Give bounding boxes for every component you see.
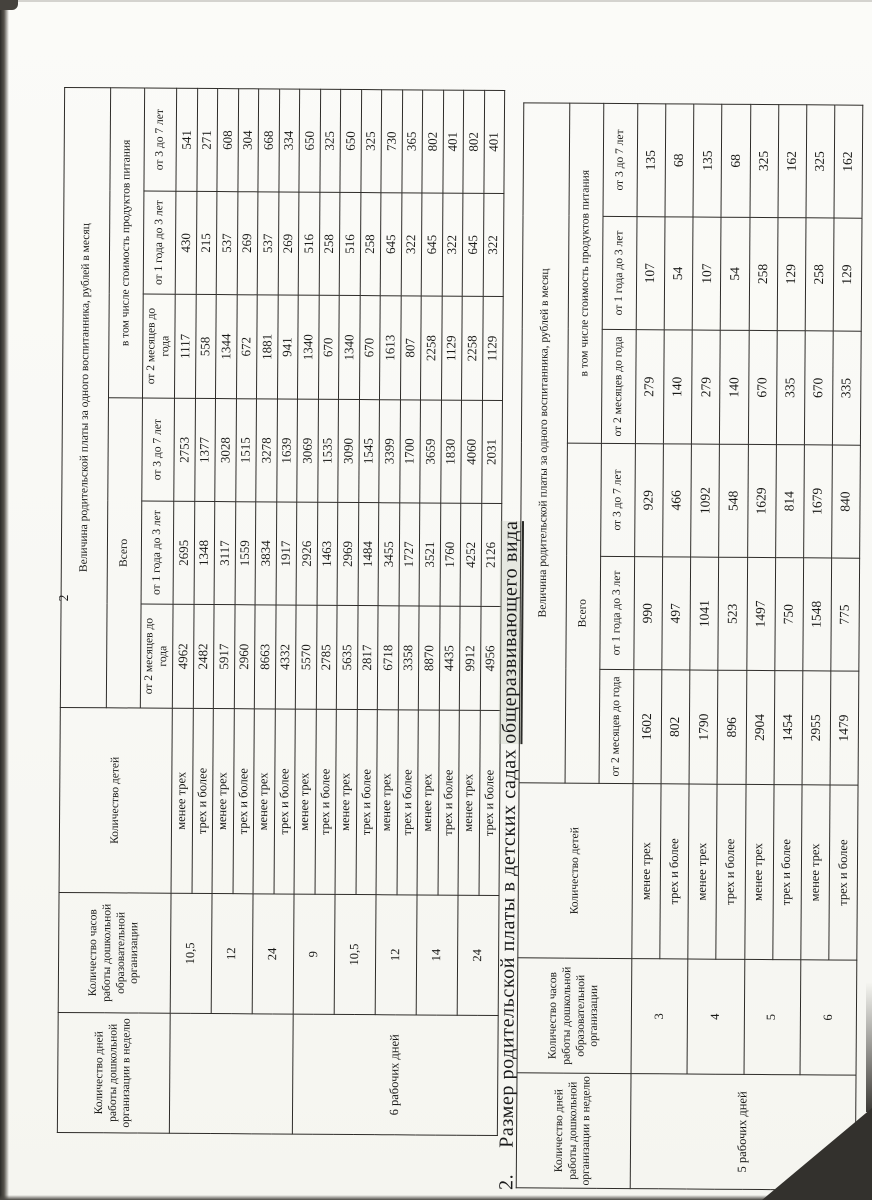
hours-cell: 4	[687, 959, 744, 1074]
fee-cell: 162	[778, 105, 807, 218]
fee-cell: 325	[360, 90, 381, 193]
fee-cell: 645	[380, 193, 401, 296]
fee-cell: 6718	[377, 606, 398, 710]
fee-cell: 162	[834, 105, 863, 218]
hours-cell: 10,5	[170, 893, 212, 1013]
days-cell-empty	[169, 1013, 293, 1134]
fee-cell: 1344	[215, 295, 236, 399]
children-cell: менее трех	[688, 784, 717, 959]
header-age-1-3: от 1 года до 3 лет	[141, 501, 174, 604]
fee-cell: 466	[663, 444, 692, 557]
fee-cell: 1629	[747, 444, 776, 557]
fee-cell: 558	[195, 294, 216, 398]
fee-cell: 814	[775, 445, 804, 558]
fee-cell: 4332	[275, 605, 296, 709]
fee-cell: 3358	[398, 606, 419, 710]
scan-edge-right	[866, 982, 872, 1112]
fee-cell: 1340	[297, 295, 318, 399]
fee-cell: 54	[664, 217, 693, 330]
hours-cell: 24	[457, 895, 499, 1015]
fee-cell: 3090	[338, 399, 359, 502]
fee-cell: 322	[442, 193, 463, 296]
hours-cell: 14	[416, 895, 458, 1015]
fee-cell: 645	[462, 193, 483, 296]
fee-cell: 523	[718, 557, 747, 670]
scan-edge-left	[0, 0, 9, 1200]
fee-cell: 325	[319, 89, 340, 192]
section-title-highlight: общеразвивающего вида	[498, 520, 523, 744]
fee-cell: 3028	[215, 399, 236, 502]
fee-cell: 135	[637, 104, 666, 217]
header-age-0-1: от 2 месяцев до года	[140, 604, 173, 708]
fee-cell: 2695	[173, 501, 194, 604]
fee-cell: 537	[216, 192, 237, 295]
fee-cell: 269	[237, 192, 258, 295]
fee-cell: 2817	[357, 606, 378, 710]
fee-cell: 335	[832, 331, 861, 445]
fee-cell: 2753	[174, 398, 195, 501]
header-children-count: Количество детей	[518, 783, 633, 959]
fee-cell: 140	[720, 330, 749, 444]
fee-cell: 3521	[419, 503, 440, 606]
header-total: Всего	[106, 398, 142, 708]
header-days-per-week: Количество дней работы дошкольной организации в неделю	[57, 1012, 170, 1133]
children-cell: трех и более	[192, 708, 214, 893]
children-cell: менее трех	[744, 784, 773, 959]
header-payment-amount: Величина родительской платы за одного воспитанника, рублей в месяц	[519, 103, 570, 783]
hours-cell: 12	[375, 895, 417, 1015]
fee-cell: 3834	[255, 502, 276, 605]
fee-cell: 750	[774, 558, 803, 671]
fee-cell: 258	[360, 193, 381, 296]
fee-cell: 670	[318, 295, 339, 399]
fee-cell: 1679	[803, 445, 832, 558]
fee-cell: 730	[381, 90, 402, 193]
fee-cell: 365	[401, 90, 422, 193]
fee-cell: 304	[237, 89, 258, 192]
fee-cell: 1727	[399, 503, 420, 606]
fee-cell: 1613	[379, 296, 400, 400]
fee-cell: 516	[298, 192, 319, 295]
fee-cell: 322	[401, 193, 422, 296]
fee-cell: 537	[257, 192, 278, 295]
fee-cell: 107	[692, 217, 721, 330]
fee-cell: 258	[319, 192, 340, 295]
fee-cell: 269	[278, 192, 299, 295]
fee-cell: 5570	[295, 605, 316, 709]
fee-cell: 2258	[420, 296, 441, 400]
children-cell: трех и более	[772, 785, 801, 960]
days-cell-6-days: 6 рабочих дней	[292, 1014, 498, 1135]
fee-cell: 4956	[480, 606, 501, 710]
fee-cell: 1117	[174, 294, 195, 398]
children-cell: трех и более	[438, 710, 460, 895]
children-cell: менее трех	[632, 784, 661, 959]
fee-cell: 2926	[296, 502, 317, 605]
children-cell: менее трех	[801, 785, 830, 960]
fee-cell: 335	[776, 331, 805, 445]
fee-cell: 668	[258, 89, 279, 192]
fee-cell: 1917	[276, 502, 297, 605]
table-2-rotated	[516, 103, 864, 1190]
header-age-3-7: от 3 до 7 лет	[603, 103, 638, 216]
parental-fee-table-continued	[57, 87, 505, 1136]
header-total: Всего	[565, 443, 601, 783]
fee-cell: 1545	[358, 400, 379, 503]
fee-cell: 4252	[460, 503, 481, 606]
fee-cell: 1881	[256, 295, 277, 399]
header-age-3-7: от 3 до 7 лет	[142, 398, 175, 501]
fee-cell: 4060	[461, 400, 482, 503]
header-age-0-1: от 2 месяцев до года	[142, 294, 175, 398]
fee-cell: 1639	[276, 399, 297, 502]
children-cell: менее трех	[212, 709, 234, 894]
fee-cell: 1790	[689, 670, 718, 784]
hours-cell: 12	[211, 894, 253, 1014]
fee-cell: 4435	[439, 606, 460, 710]
fee-cell: 650	[299, 89, 320, 192]
scan-edge-bottom	[0, 1195, 872, 1200]
fee-cell: 802	[422, 90, 443, 193]
fee-cell: 2258	[461, 296, 482, 400]
fee-cell: 840	[831, 445, 860, 558]
children-cell: трех и более	[397, 710, 419, 895]
header-hours-per-day: Количество часов работы дошкольной образовательной организации	[517, 958, 632, 1074]
days-cell-5-days: 5 рабочих дней	[630, 1074, 856, 1191]
parental-fee-table-general	[516, 102, 864, 1190]
children-cell: менее трех	[458, 710, 480, 895]
fee-cell: 215	[196, 191, 217, 294]
fee-cell: 1700	[399, 400, 420, 503]
children-cell: трех и более	[829, 785, 858, 960]
fee-cell: 3069	[297, 399, 318, 502]
table-1-rotated	[57, 88, 504, 1136]
fee-cell: 1377	[194, 398, 215, 501]
children-cell: трех и более	[356, 710, 378, 895]
fee-cell: 1548	[803, 558, 832, 671]
fee-cell: 802	[661, 670, 690, 784]
fee-cell: 1760	[440, 503, 461, 606]
fee-cell: 4962	[172, 604, 193, 708]
fee-cell: 129	[777, 218, 806, 331]
fee-cell: 2126	[481, 503, 502, 606]
fee-cell: 140	[664, 330, 693, 444]
fee-cell: 2031	[481, 400, 502, 503]
fee-cell: 2955	[802, 671, 831, 785]
hours-cell: 9	[293, 894, 335, 1014]
header-food-cost: в том числе стоимость продуктов питания	[108, 88, 144, 398]
fee-cell: 775	[831, 558, 860, 671]
hours-cell: 10,5	[334, 894, 376, 1014]
fee-cell: 941	[277, 295, 298, 399]
fee-cell: 3659	[420, 400, 441, 503]
fee-cell: 1535	[317, 399, 338, 502]
fee-cell: 497	[662, 557, 691, 670]
header-age-0-1: от 2 месяцев до года	[599, 669, 634, 783]
fee-cell: 8663	[254, 605, 275, 709]
fee-cell: 1348	[194, 501, 215, 604]
fee-cell: 2960	[234, 605, 255, 709]
fee-cell: 3117	[214, 502, 235, 605]
children-cell: менее трех	[253, 709, 275, 894]
fee-cell: 1454	[774, 671, 803, 785]
fee-cell: 430	[175, 191, 196, 294]
header-children-count: Количество детей	[59, 707, 172, 893]
fee-cell: 5917	[213, 605, 234, 709]
fee-cell: 3278	[256, 399, 277, 502]
fee-cell: 1041	[690, 557, 719, 670]
fee-cell: 401	[483, 90, 504, 193]
fee-cell: 670	[359, 296, 380, 400]
fee-cell: 3455	[378, 503, 399, 606]
fee-cell: 645	[421, 193, 442, 296]
header-age-3-7: от 3 до 7 лет	[144, 88, 177, 191]
section-title-text: Размер родительской платы в детских садах	[495, 748, 521, 1148]
fee-cell: 1092	[691, 444, 720, 557]
scan-edge-top	[0, 0, 872, 2]
fee-cell: 68	[721, 104, 750, 217]
fee-cell: 9912	[459, 606, 480, 710]
fee-cell: 1463	[317, 502, 338, 605]
fee-cell: 1559	[235, 502, 256, 605]
fee-cell: 68	[665, 104, 694, 217]
fee-cell: 802	[463, 90, 484, 193]
fee-cell: 129	[833, 218, 862, 331]
fee-cell: 1602	[633, 670, 662, 784]
fee-cell: 896	[717, 670, 746, 784]
fee-cell: 258	[749, 217, 778, 330]
fee-cell: 1830	[440, 400, 461, 503]
header-hours-per-day: Количество часов работы дошкольной образовательной организации	[58, 892, 171, 1013]
fee-cell: 2969	[337, 502, 358, 605]
fee-cell: 258	[805, 218, 834, 331]
header-payment-amount: Величина родительской платы за одного воспитанника, рублей в месяц	[60, 87, 110, 707]
fee-cell: 325	[750, 104, 779, 217]
children-cell: менее трех	[335, 709, 357, 894]
header-age-1-3: от 1 года до 3 лет	[600, 556, 635, 669]
children-cell: менее трех	[171, 708, 193, 893]
fee-cell: 1515	[235, 399, 256, 502]
fee-cell: 334	[278, 89, 299, 192]
children-cell: трех и более	[660, 784, 689, 959]
children-cell: менее трех	[417, 710, 439, 895]
children-cell: трех и более	[274, 709, 296, 894]
children-cell: менее трех	[294, 709, 316, 894]
fee-cell: 3399	[379, 400, 400, 503]
fee-cell: 322	[483, 193, 504, 296]
fee-cell: 279	[692, 330, 721, 444]
children-cell: трех и более	[716, 784, 745, 959]
fee-cell: 1479	[830, 671, 859, 785]
scan-corner-top-left	[0, 0, 18, 10]
fee-cell: 1497	[746, 557, 775, 670]
fee-cell: 1129	[441, 296, 462, 400]
header-age-1-3: от 1 года до 3 лет	[143, 191, 176, 294]
header-age-1-3: от 1 года до 3 лет	[602, 216, 637, 329]
hours-cell: 24	[252, 894, 294, 1014]
fee-cell: 135	[693, 104, 722, 217]
fee-cell: 990	[634, 557, 663, 670]
fee-cell: 670	[748, 330, 777, 444]
children-cell: трех и более	[233, 709, 255, 894]
fee-cell: 807	[400, 296, 421, 400]
fee-cell: 670	[804, 331, 833, 445]
header-age-3-7: от 3 до 7 лет	[601, 443, 636, 556]
hours-cell: 6	[800, 960, 857, 1075]
fee-cell: 516	[339, 192, 360, 295]
hours-cell: 3	[631, 959, 688, 1074]
fee-cell: 548	[719, 444, 748, 557]
fee-cell: 650	[340, 89, 361, 192]
fee-cell: 271	[196, 88, 217, 191]
fee-cell: 541	[176, 88, 197, 191]
children-cell: трех и более	[315, 709, 337, 894]
fee-cell: 929	[635, 444, 664, 557]
hours-cell: 5	[744, 959, 801, 1074]
fee-cell: 2482	[193, 604, 214, 708]
fee-cell: 8870	[418, 606, 439, 710]
page-number: 2	[56, 594, 71, 602]
fee-cell: 1129	[482, 296, 503, 400]
header-age-0-1: от 2 месяцев до года	[601, 329, 636, 443]
fee-cell: 1340	[338, 295, 359, 399]
fee-cell: 325	[806, 105, 835, 218]
header-food-cost: в том числе стоимость продуктов питания	[567, 103, 603, 443]
fee-cell: 608	[217, 89, 238, 192]
children-cell: трех и более	[479, 710, 501, 895]
fee-cell: 54	[721, 217, 750, 330]
section-number: 2.	[495, 1173, 518, 1191]
fee-cell: 279	[635, 330, 664, 444]
children-cell: менее трех	[376, 710, 398, 895]
fee-cell: 5635	[336, 605, 357, 709]
fee-cell: 107	[636, 217, 665, 330]
fee-cell: 401	[442, 90, 463, 193]
fee-cell: 672	[236, 295, 257, 399]
header-days-per-week: Количество дней работы дошкольной организации в неделю	[516, 1073, 631, 1189]
fee-cell: 1484	[358, 503, 379, 606]
fee-cell: 2785	[316, 605, 337, 709]
fee-cell: 2904	[746, 670, 775, 784]
